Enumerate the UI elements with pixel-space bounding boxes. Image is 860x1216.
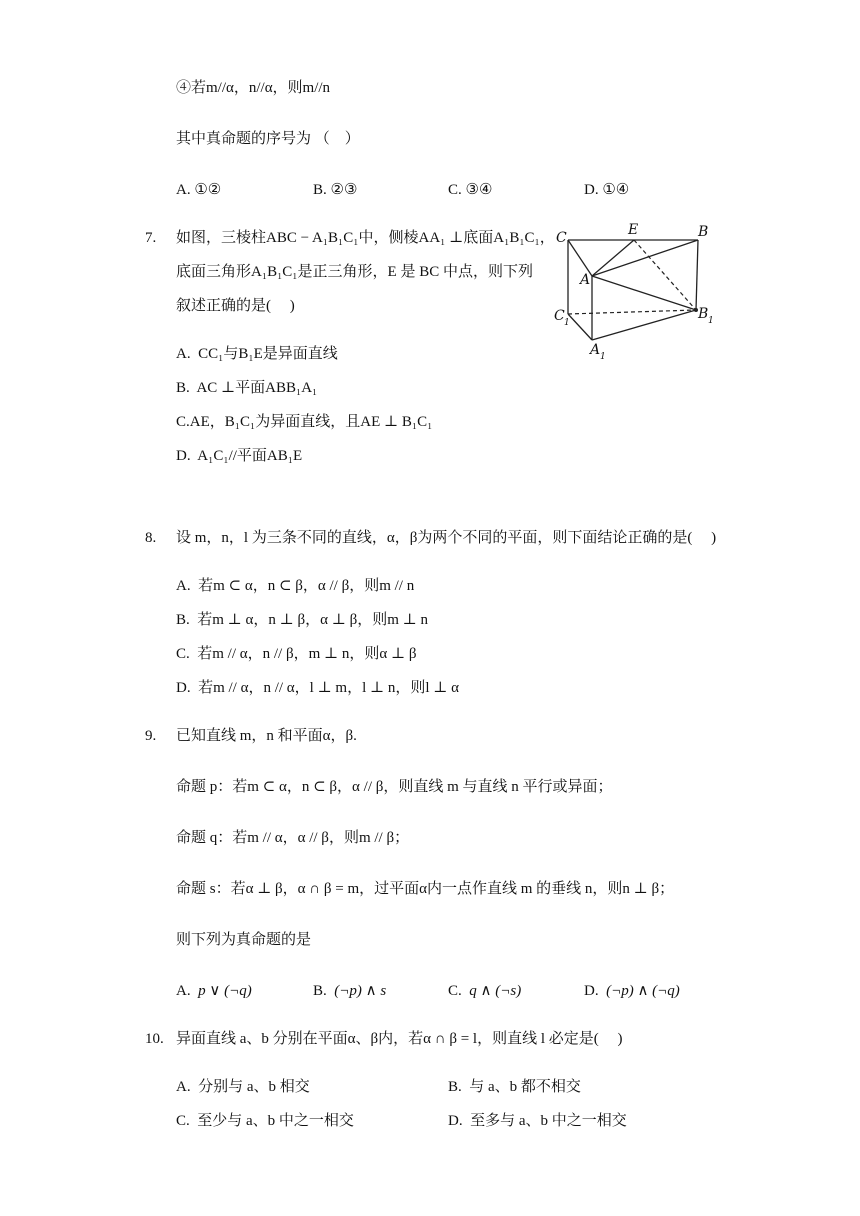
question-9-option-d[interactable]: D. (¬p) ∧ (¬q) (584, 983, 680, 999)
question-8-option-b[interactable]: B. 若m ⊥ α，n ⊥ β，α ⊥ β，则m ⊥ n (176, 612, 429, 628)
question-8-option-a[interactable]: A. 若m ⊂ α，n ⊂ β，α // β，则m // n (176, 578, 415, 594)
prev-option-c[interactable]: C. ③④ (448, 182, 493, 198)
edge-ab (592, 240, 698, 276)
question-10-number: 10. (145, 1031, 164, 1047)
question-10-option-d[interactable]: D. 至多与 a、b 中之一相交 (448, 1113, 627, 1129)
edge-a1b1 (592, 310, 696, 340)
edge-c1a1 (568, 314, 592, 340)
label-b1: B (698, 306, 709, 322)
label-a1: A (590, 342, 601, 358)
question-7-option-b[interactable]: B. AC ⊥平面ABB₁A₁ (176, 380, 318, 396)
question-9-option-c[interactable]: C. q ∧ (¬s) (448, 983, 522, 999)
label-b1-sub: 1 (708, 316, 714, 326)
question-9-stem: 已知直线 m，n 和平面α，β. (176, 728, 357, 744)
question-7-stem-line-3: 叙述正确的是( ) (176, 298, 295, 314)
question-9-proposition-s: 命题 s：若α ⊥ β，α ∩ β = m，过平面α内一点作直线 m 的垂线 n，则n ⊥ β； (176, 881, 675, 897)
edge-bb1 (696, 240, 698, 310)
question-7-stem-line-2: 底面三角形A₁B₁C₁是正三角形，E 是 BC 中点，则下列 (176, 264, 533, 280)
question-10-option-a[interactable]: A. 分别与 a、b 相交 (176, 1079, 310, 1095)
question-7-option-d[interactable]: D. A₁C₁//平面AB₁E (176, 448, 303, 464)
question-7-option-c[interactable]: C.AE，B₁C₁为异面直线，且AE ⊥ B₁C₁ (176, 414, 433, 430)
question-8-number: 8. (145, 530, 157, 546)
question-9-proposition-p: 命题 p：若m ⊂ α，n ⊂ β，α // β，则直线 m 与直线 n 平行或异面； (176, 779, 613, 795)
question-9-option-a[interactable]: A. p ∨ (¬q) (176, 983, 252, 999)
prism-figure (548, 218, 720, 366)
prev-option-a[interactable]: A. ①② (176, 182, 222, 198)
question-10-option-b[interactable]: B. 与 a、b 都不相交 (448, 1079, 581, 1095)
prev-option-d[interactable]: D. ①④ (584, 182, 630, 198)
prev-option-b[interactable]: B. ②③ (313, 182, 358, 198)
question-7-stem-line-1: 如图，三棱柱ABC − A₁B₁C₁中，侧棱AA₁ ⊥底面A₁B₁C₁， (176, 230, 555, 246)
question-8-stem: 设 m，n，l 为三条不同的直线，α，β为两个不同的平面，则下面结论正确的是( ) (176, 530, 717, 546)
label-a1-sub: 1 (600, 352, 606, 362)
label-a: A (580, 272, 591, 288)
label-c: C (556, 230, 567, 246)
question-7-option-a[interactable]: A. CC₁与B₁E是异面直线 (176, 346, 338, 362)
question-9-proposition-q: 命题 q：若m // α，α // β，则m // β； (176, 830, 410, 846)
question-10-stem: 异面直线 a、b 分别在平面α、β内，若α ∩ β = l，则直线 l 必定是( ) (176, 1031, 623, 1047)
label-c1-sub: 1 (564, 318, 570, 328)
question-8-option-c[interactable]: C. 若m // α，n // β，m ⊥ n，则α ⊥ β (176, 646, 417, 662)
question-10-option-c[interactable]: C. 至少与 a、b 中之一相交 (176, 1113, 354, 1129)
prev-item-4: ④若m//α，n//α，则m//n (176, 80, 331, 96)
label-c1: C (554, 308, 565, 324)
question-9-prompt: 则下列为真命题的是 (176, 932, 312, 948)
question-8-option-d[interactable]: D. 若m // α，n // α，l ⊥ m，l ⊥ n，则l ⊥ α (176, 680, 459, 696)
question-7-number: 7. (145, 230, 157, 246)
prev-prompt: 其中真命题的序号为 （ ） (176, 131, 360, 147)
edge-c1b1-hidden (568, 310, 696, 314)
question-9-option-b[interactable]: B. (¬p) ∧ s (313, 983, 387, 999)
segment-ae (592, 240, 634, 276)
label-b: B (698, 224, 709, 240)
edge-ca (568, 240, 592, 276)
question-9-number: 9. (145, 728, 157, 744)
label-e: E (628, 222, 639, 238)
